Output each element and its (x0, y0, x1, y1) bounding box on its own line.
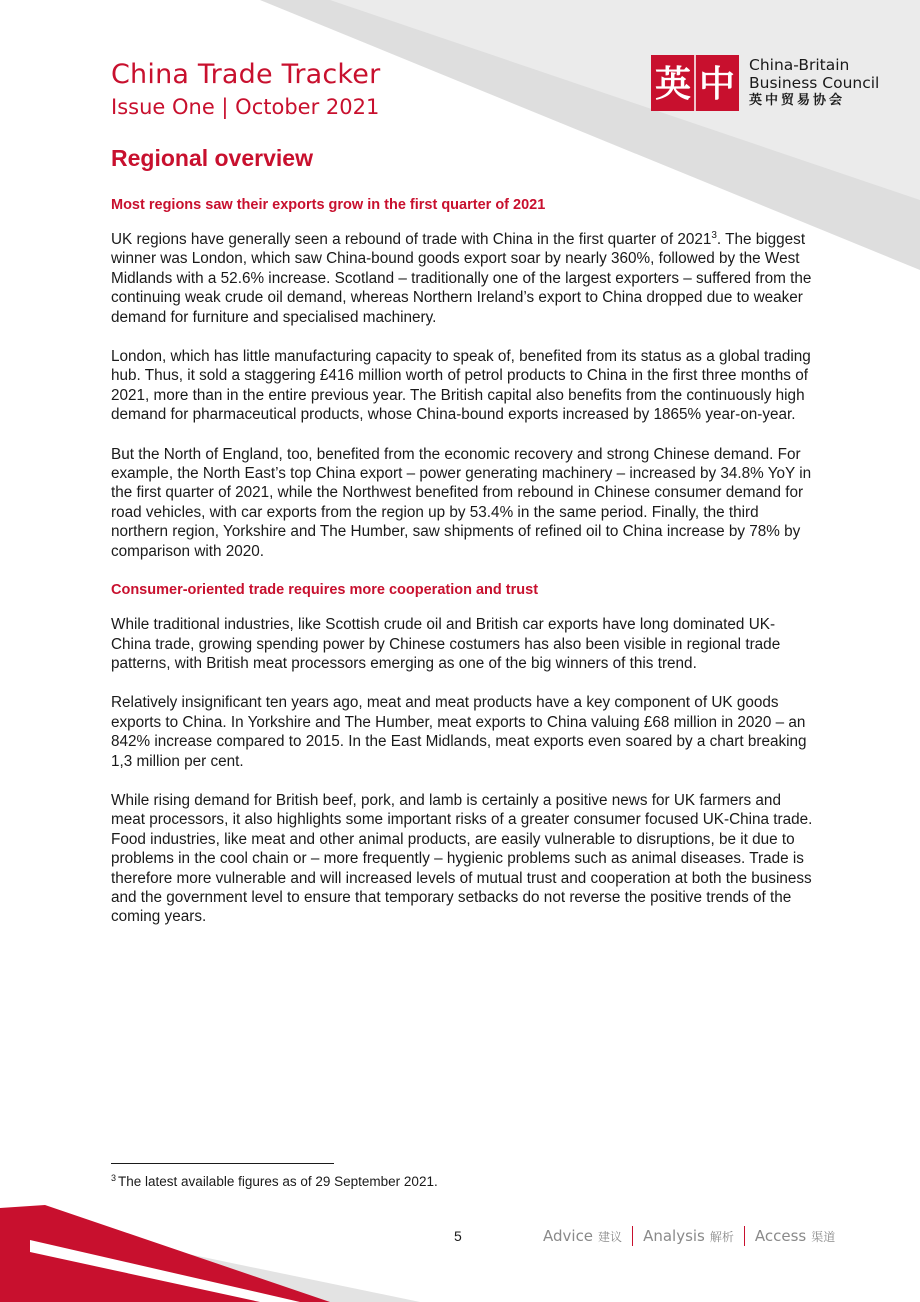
logo-name-line2: Business Council (749, 74, 880, 92)
logo-char-zhong: 中 (698, 64, 736, 105)
footer-tagline (543, 1226, 835, 1246)
section-heading: Regional overview (111, 145, 313, 171)
cbbc-logo (651, 53, 879, 113)
footnote-text: The latest available figures as of 29 September 2021. (118, 1174, 438, 1189)
paragraph: But the North of England, too, benefited from the economic recovery and strong Chinese demand. For example, the North East’s top China export – power generating machinery – increased by 34.8% YoY in the first quarter of 2021, while the Northwest benefited from rebound in Chinese consumer demand for road vehicles, with car exports from the region up by 53.4% in the same period. Finally, the third northern region, Yorkshire and The Humber, saw shipments of refined oil to China increase by 78% by comparison with 2020. (111, 445, 812, 560)
paragraph: While rising demand for British beef, pork, and lamb is certainly a positive news for UK farmers and meat processors, it also highlights some important risks of a greater consumer focused UK-China trade. Food industries, like meat and other animal products, are easily vulnerable to disruptions, be it due to problems in the cool chain or – more frequently – hygienic problems such as animal diseases. Trade is therefore more vulnerable and will increased levels of mutual trust and cooperation at both the business and the government level to ensure that temporary setbacks do not reverse the positive trends of the coming years. (111, 791, 813, 926)
tagline-analysis-cn: 解析 (709, 1230, 734, 1244)
paragraph-text: . The biggest winner was London, which saw China-bound goods export soar by nearly 360%, followed by the West Midlands with a 52.6% increase. Scotland – traditionally one of the largest exporters – suffered from the continuing weak crude oil demand, whereas Northern Ireland’s export to China dropped due to weaker demand for furniture and specialised machinery. (111, 231, 812, 326)
main-content (111, 142, 813, 927)
tagline-analysis-en: Analysis (643, 1227, 705, 1245)
tagline-access-en: Access (754, 1227, 807, 1245)
paragraph-text: UK regions have generally seen a rebound of trade with China in the first quarter of 2021 (111, 231, 712, 248)
tagline-advice-en: Advice (543, 1227, 594, 1245)
tagline-analysis (643, 1227, 734, 1245)
tagline-separator (744, 1226, 745, 1246)
tagline-separator (632, 1226, 633, 1246)
tagline-advice (543, 1227, 622, 1245)
tagline-access (755, 1227, 835, 1245)
logo-name-chinese: 英中贸易协会 (749, 93, 846, 108)
paragraph: London, which has little manufacturing capacity to speak of, benefited from its status as a global trading hub. Thus, it sold a staggering £416 million worth of petrol products to China in the first three months of 2021, more than in the entire previous year. The British capital also benefits from the continuously high demand for pharmaceutical products, whose China-bound exports increased by 1865% year-on-year. (111, 348, 811, 424)
logo-char-ying: 英 (654, 64, 692, 105)
paragraph: While traditional industries, like Scottish crude oil and British car exports have long dominated UK-China trade, growing spending power by Chinese costumers has also been visible in regional trade patterns, with British meat processors emerging as one of the big winners of this trend. (111, 616, 781, 672)
paragraph (111, 230, 813, 327)
subheading-regional-growth: Most regions saw their exports grow in the first quarter of 2021 (111, 197, 546, 213)
tagline-advice-cn: 建议 (598, 1230, 623, 1244)
page-number: 5 (454, 1228, 462, 1244)
report-title-block (111, 58, 380, 122)
cbbc-logo-mark (651, 53, 739, 113)
logo-wordmark (749, 56, 879, 110)
footnote-ref[interactable]: 3 (711, 229, 717, 241)
footnote (111, 1173, 438, 1191)
paragraph: Relatively insignificant ten years ago, meat and meat products have a key component of UK goods exports to China. In Yorkshire and The Humber, meat exports to China valuing £68 million in 2020 – an 842% increase compared to 2015. In the East Midlands, meat exports even soared by a chart breaking 1,3 million per cent. (111, 694, 807, 770)
footnote-divider (111, 1163, 334, 1164)
tagline-access-cn: 渠道 (811, 1230, 836, 1244)
subheading-consumer-trade: Consumer-oriented trade requires more cooperation and trust (111, 582, 539, 599)
logo-name-line1: China-Britain (749, 56, 850, 74)
report-issue: Issue One | October 2021 (111, 95, 380, 119)
footnote-number: 3 (111, 1172, 117, 1183)
report-title: China Trade Tracker (111, 59, 381, 90)
